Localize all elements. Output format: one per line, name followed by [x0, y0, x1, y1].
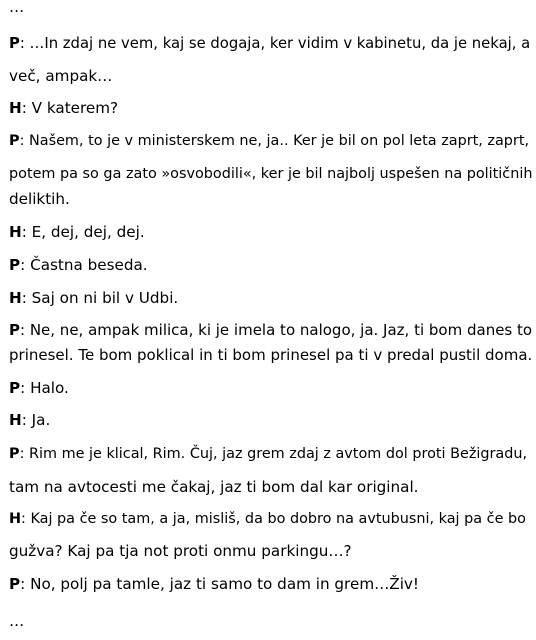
speaker-label: H — [9, 99, 22, 117]
transcript-line — [9, 189, 70, 209]
speaker-label: H — [9, 223, 22, 241]
transcript-line — [9, 378, 69, 398]
utterance-text: : Častna beseda. — [20, 256, 148, 274]
speaker-label: H — [9, 511, 22, 527]
utterance-text: tam na avtocesti me čakaj, jaz ti bom dal kar original. — [9, 478, 419, 496]
utterance-text: prinesel. Te bom poklical in ti bom prinesel pa ti v predal pustil doma. — [9, 346, 533, 364]
transcript-line — [9, 345, 532, 365]
speaker-label: P — [9, 133, 20, 149]
utterance-text: : Ne, ne, ampak milica, ki je imela to nalogo, ja. Jaz, ti bom danes to — [20, 321, 533, 339]
speaker-label: P — [9, 575, 21, 593]
utterance-text: : Ja. — [21, 411, 51, 429]
utterance-text: : V katerem? — [21, 99, 119, 117]
speaker-label: H — [9, 289, 22, 307]
utterance-text: : No, polj pa tamle, jaz ti samo to dam in grem…Živ! — [20, 575, 419, 593]
utterance-text: : Rim me je klical, Rim. Čuj, jaz grem zdaj z avtom dol proti Bežigradu, — [19, 446, 528, 462]
transcript-line — [9, 98, 118, 118]
transcript-line — [9, 541, 352, 561]
transcript-line — [9, 509, 526, 529]
transcript-line — [9, 131, 529, 151]
utterance-text: : Našem, to je v ministerskem ne, ja.. Ker je bil on pol leta zaprt, zaprt, — [19, 133, 530, 149]
transcript-line — [9, 477, 419, 497]
transcript-line — [9, 222, 145, 242]
utterance-text: : Halo. — [20, 379, 69, 397]
speaker-label: P — [9, 256, 21, 274]
ellipsis-end: … — [9, 612, 25, 630]
transcript-line — [9, 410, 50, 430]
transcript-line — [9, 288, 178, 308]
speaker-label: H — [9, 411, 22, 429]
transcript-line — [9, 66, 112, 86]
utterance-text: potem pa so ga zato »osvobodili«, ker je bil najbolj uspešen na političnih — [9, 166, 533, 182]
speaker-label: P — [9, 446, 20, 462]
transcript-line — [9, 444, 527, 464]
speaker-label: P — [9, 321, 20, 339]
transcript-line — [9, 34, 530, 54]
transcript-line — [9, 574, 419, 594]
utterance-text: več, ampak… — [9, 67, 113, 85]
utterance-text: : …In zdaj ne vem, kaj se dogaja, ker vidim v kabinetu, da je nekaj, a — [19, 35, 531, 52]
ellipsis-start: … — [9, 0, 25, 16]
utterance-text: : Saj on ni bil v Udbi. — [21, 289, 179, 307]
utterance-text: gužva? Kaj pa tja not proti onmu parkingu…? — [9, 542, 352, 560]
speaker-label: P — [9, 35, 20, 52]
transcript-line — [9, 320, 532, 340]
transcript-line — [9, 164, 532, 184]
utterance-text: deliktih. — [9, 190, 70, 208]
transcript-line — [9, 255, 148, 275]
utterance-text: : E, dej, dej, dej. — [21, 223, 145, 241]
utterance-text: : Kaj pa če so tam, a ja, misliš, da bo dobro na avtubusni, kaj pa če bo — [21, 511, 526, 527]
speaker-label: P — [9, 379, 21, 397]
